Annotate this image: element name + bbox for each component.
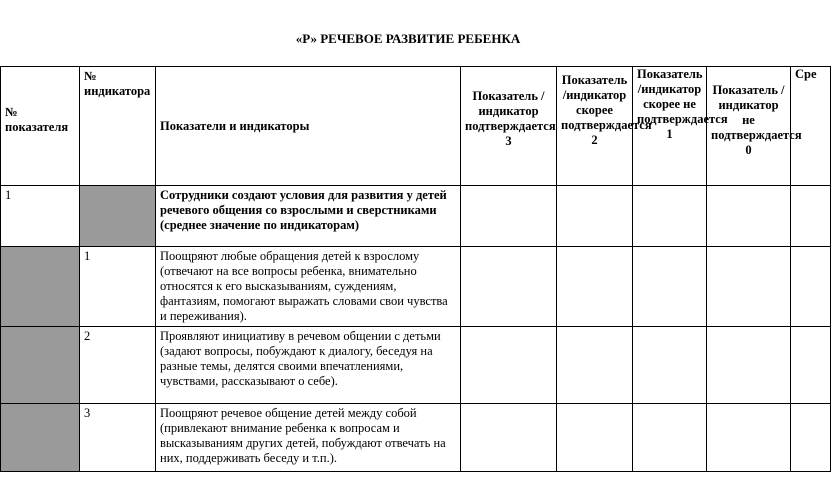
score-cell xyxy=(707,186,791,247)
header-indicators-name: Показатели и индикаторы xyxy=(156,67,461,186)
score-cell xyxy=(707,327,791,404)
score-cell xyxy=(461,186,557,247)
header-score-3: Показатель /индикатор подтверждается 3 xyxy=(461,67,557,186)
document-title: «Р» РЕЧЕВОЕ РАЗВИТИЕ РЕБЕНКА xyxy=(295,31,521,46)
header-score-1: Показатель /индикатор скорее не подтверждается 1 xyxy=(633,67,707,186)
score-cell xyxy=(633,327,707,404)
score-cell xyxy=(557,247,633,327)
average-cell xyxy=(791,186,831,247)
score-cell xyxy=(461,327,557,404)
indicators-table xyxy=(0,66,831,472)
row-text: Поощряют любые обращения детей к взрослому (отвечают на все вопросы ребенка, внимательно относятся к его высказываниям, суждениям, фантазиям, помогают выражать словами свои чувства и переживания). xyxy=(156,247,461,327)
score-cell xyxy=(707,247,791,327)
score-cell xyxy=(633,247,707,327)
row-sub-indicator-number: 2 xyxy=(80,327,156,404)
score-cell xyxy=(461,404,557,472)
header-indicator-number: № показателя xyxy=(1,67,80,186)
table-row xyxy=(1,404,831,472)
row-indicator-number xyxy=(1,404,80,472)
row-indicator-number xyxy=(1,327,80,404)
score-cell xyxy=(707,404,791,472)
row-text: Сотрудники создают условия для развития у детей речевого общения со взрослыми и сверстниками (среднее значение по индикаторам) xyxy=(156,186,461,247)
row-text: Проявляют инициативу в речевом общении с детьми (задают вопросы, побуждают к диалогу, беседуя на разные темы, делятся своими впечатлениями, чувствами, рассказывают о себе). xyxy=(156,327,461,404)
header-sub-indicator-number: № индикатора xyxy=(80,67,156,186)
row-indicator-number xyxy=(1,247,80,327)
table-row xyxy=(1,186,831,247)
score-cell xyxy=(557,327,633,404)
average-cell xyxy=(791,404,831,472)
score-cell xyxy=(461,247,557,327)
score-cell xyxy=(633,186,707,247)
header-score-0: Показатель /индикатор не подтверждается 0 xyxy=(707,67,791,186)
average-cell xyxy=(791,327,831,404)
row-sub-indicator-number: 3 xyxy=(80,404,156,472)
table-row xyxy=(1,247,831,327)
row-sub-indicator-number: 1 xyxy=(80,247,156,327)
row-sub-indicator-number xyxy=(80,186,156,247)
header-score-2: Показатель /индикатор скорее подтверждается 2 xyxy=(557,67,633,186)
score-cell xyxy=(557,404,633,472)
header-average: Сре xyxy=(791,67,831,186)
row-indicator-number: 1 xyxy=(1,186,80,247)
average-cell xyxy=(791,247,831,327)
score-cell xyxy=(557,186,633,247)
table-header-row xyxy=(1,67,831,186)
row-text: Поощряют речевое общение детей между собой (привлекают внимание ребенка к вопросам и высказываниям других детей, побуждают отвечать на них, поддерживать беседу и т.п.). xyxy=(156,404,461,472)
score-cell xyxy=(633,404,707,472)
table-row xyxy=(1,327,831,404)
